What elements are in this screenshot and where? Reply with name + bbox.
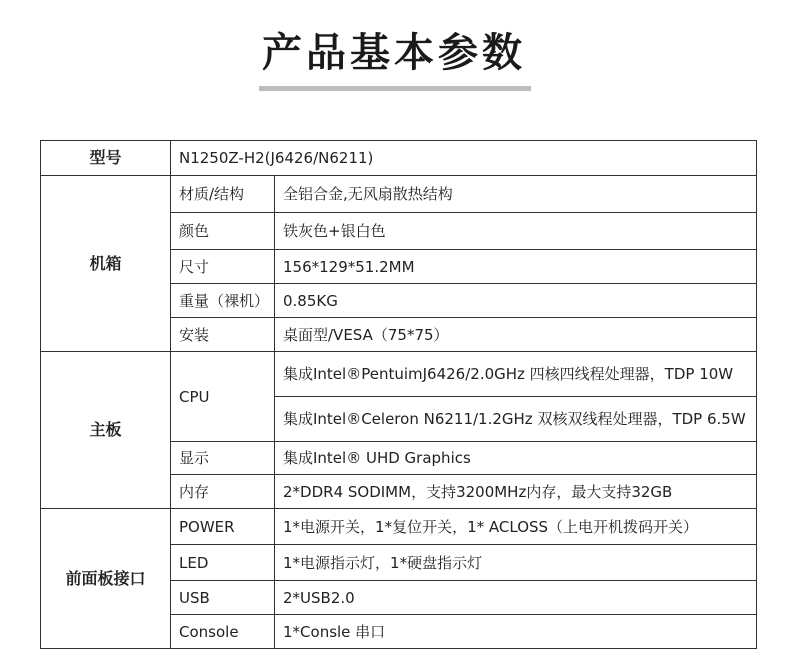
row-label: 内存 xyxy=(171,475,275,509)
row-value: 0.85KG xyxy=(275,284,757,318)
table-row xyxy=(41,141,757,176)
row-label: 显示 xyxy=(171,442,275,475)
cpu-value: 集成Intel®Celeron N6211/1.2GHz 双核双线程处理器，TDP 6.5W xyxy=(275,397,757,442)
title-underline xyxy=(259,86,531,91)
row-label: LED xyxy=(171,545,275,581)
row-value: 156*129*51.2MM xyxy=(275,250,757,284)
row-value: 2*USB2.0 xyxy=(275,581,757,615)
cpu-value: 集成Intel®PentuimJ6426/2.0GHz 四核四线程处理器，TDP 10W xyxy=(275,352,757,397)
row-value: 2*DDR4 SODIMM，支持3200MHz内存，最大支持32GB xyxy=(275,475,757,509)
page-title: 产品基本参数 xyxy=(262,30,526,76)
row-value: 铁灰色+银白色 xyxy=(275,213,757,250)
row-value: 1*电源开关，1*复位开关，1* ACLOSS（上电开机拨码开关） xyxy=(275,509,757,545)
model-label: 型号 xyxy=(41,141,171,176)
row-label: 材质/结构 xyxy=(171,176,275,213)
group-mainboard: 主板 xyxy=(41,352,171,509)
row-value: 桌面型/VESA（75*75） xyxy=(275,318,757,352)
model-value: N1250Z-H2(J6426/N6211) xyxy=(171,141,757,176)
table-row xyxy=(41,509,757,545)
cpu-label: CPU xyxy=(171,352,275,442)
row-label: Console xyxy=(171,615,275,649)
row-value: 1*电源指示灯，1*硬盘指示灯 xyxy=(275,545,757,581)
group-front-panel: 前面板接口 xyxy=(41,509,171,649)
row-label: 重量（裸机） xyxy=(171,284,275,318)
row-value: 全铝合金,无风扇散热结构 xyxy=(275,176,757,213)
row-label: 尺寸 xyxy=(171,250,275,284)
spec-table xyxy=(40,140,757,649)
table-row xyxy=(41,176,757,213)
table-row xyxy=(41,352,757,397)
row-value: 1*Consle 串口 xyxy=(275,615,757,649)
row-label: 颜色 xyxy=(171,213,275,250)
row-label: POWER xyxy=(171,509,275,545)
row-label: USB xyxy=(171,581,275,615)
row-label: 安装 xyxy=(171,318,275,352)
group-chassis: 机箱 xyxy=(41,176,171,352)
row-value: 集成Intel® UHD Graphics xyxy=(275,442,757,475)
